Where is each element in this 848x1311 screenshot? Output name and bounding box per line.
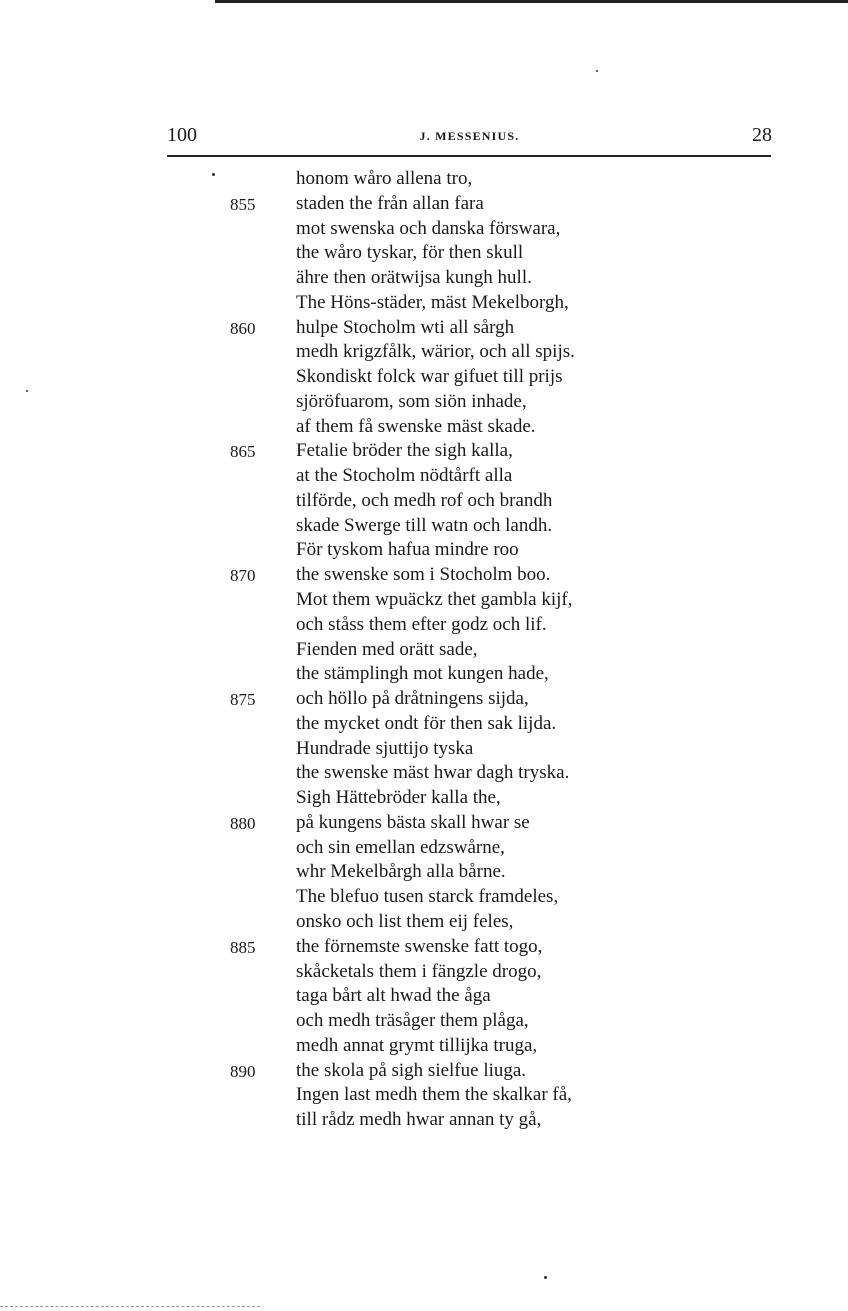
verse-line: [230, 192, 690, 217]
verse-line: [230, 613, 690, 638]
verse-text: medh annat grymt tillijka truga,: [296, 1034, 538, 1056]
line-number: 885: [230, 937, 256, 957]
verse-text: sjöröfuarom, som siön inhade,: [296, 390, 527, 412]
verse-text: whr Mekelbårgh alla bårne.: [296, 861, 506, 883]
verse-text: the swenske mäst hwar dagh tryska.: [296, 762, 570, 784]
verse-text: hulpe Stocholm wti all sårgh: [296, 316, 515, 338]
verse-line: [230, 761, 690, 786]
verse-line: [230, 514, 690, 539]
line-number: 870: [230, 566, 256, 586]
verse-text: staden the från allan fara: [296, 192, 484, 214]
verse-line: [230, 836, 690, 861]
verse-line: [230, 415, 690, 440]
verse-text: till rådz medh hwar annan ty gå,: [296, 1109, 542, 1131]
verse-line: [230, 340, 690, 365]
verse-line: [230, 167, 690, 192]
verse-text: och sin emellan edzswårne,: [296, 836, 505, 858]
verse-text: tilförde, och medh rof och brandh: [296, 489, 553, 511]
line-number: 855: [230, 194, 256, 214]
verse-text: onsko och list them eij feles,: [296, 910, 514, 932]
verse-text: the mycket ondt för then sak lijda.: [296, 712, 557, 734]
header-rule: [167, 155, 771, 157]
verse-line: [230, 935, 690, 960]
verse-text: mot swenska och danska förswara,: [296, 217, 561, 239]
verse-text: Ingen last medh them the skalkar få,: [296, 1084, 572, 1106]
verse-line: [230, 316, 690, 341]
verse-line: [230, 1108, 690, 1133]
bottom-edge-mark: [0, 1306, 260, 1308]
verse-text: af them få swenske mäst skade.: [296, 415, 536, 437]
verse-line: [230, 439, 690, 464]
verse-text: och höllo på dråtningens sijda,: [296, 688, 529, 710]
verse-line: [230, 638, 690, 663]
verse-line: [230, 241, 690, 266]
verse-text: För tyskom hafua mindre roo: [296, 539, 519, 561]
verse-text: Sigh Hättebröder kalla the,: [296, 787, 501, 809]
verse-line: [230, 464, 690, 489]
verse-text: the förnemste swenske fatt togo,: [296, 935, 543, 957]
verse-text: the swenske som i Stocholm boo.: [296, 564, 551, 586]
verse-line: [230, 860, 690, 885]
verse-line: [230, 885, 690, 910]
verse-text: The Höns-städer, mäst Mekelborgh,: [296, 291, 569, 313]
verse-line: [230, 291, 690, 316]
line-number: 890: [230, 1061, 256, 1081]
verse-text: och medh träsåger them plåga,: [296, 1010, 529, 1032]
verse-text: the stämplingh mot kungen hade,: [296, 663, 549, 685]
ink-speck: [26, 390, 28, 392]
verse-line: [230, 588, 690, 613]
verse-line: [230, 563, 690, 588]
verse-text: skåcketals them i fängzle drogo,: [296, 960, 542, 982]
running-head: J. MESSENIUS.: [419, 129, 520, 143]
verse-text: the skola på sigh sielfue liuga.: [296, 1059, 527, 1081]
verse-text: medh krigzfålk, wärior, och all spijs.: [296, 341, 575, 363]
verse-line: [230, 1009, 690, 1034]
verse-line: [230, 390, 690, 415]
verse-line: [230, 662, 690, 687]
ink-speck: [596, 70, 598, 72]
verse-line: [230, 811, 690, 836]
verse-text: Hundrade sjuttijo tyska: [296, 737, 474, 759]
verse-text: taga bårt alt hwad the åga: [296, 985, 491, 1007]
top-border-rule: [215, 0, 848, 3]
verse-line: [230, 687, 690, 712]
line-number: 875: [230, 690, 256, 710]
verse-line: [230, 910, 690, 935]
verse-text: Skondiskt folck war gifuet till prijs: [296, 366, 563, 388]
verse-text: the wåro tyskar, för then skull: [296, 242, 524, 264]
verse-line: [230, 984, 690, 1009]
verse-text: ähre then orätwijsa kungh hull.: [296, 267, 532, 289]
section-number: 28: [752, 124, 772, 146]
ink-speck: [212, 173, 215, 176]
verse-line: [230, 365, 690, 390]
verse-text: skade Swerge till watn och landh.: [296, 514, 553, 536]
verse-text: Fienden med orätt sade,: [296, 638, 478, 660]
verse-line: [230, 712, 690, 737]
verse-text: at the Stocholm nödtårft alla: [296, 465, 513, 487]
verse-line: [230, 1059, 690, 1084]
line-number: 880: [230, 813, 256, 833]
verse-text: The blefuo tusen starck framdeles,: [296, 886, 559, 908]
verse-line: [230, 538, 690, 563]
verse-line: [230, 217, 690, 242]
verse-line: [230, 737, 690, 762]
page-number: 100: [167, 124, 197, 146]
verse-line: [230, 1034, 690, 1059]
line-number: 860: [230, 318, 256, 338]
verse-text: honom wåro allena tro,: [296, 168, 473, 189]
verse-line: [230, 489, 690, 514]
verse-block: [230, 167, 690, 1133]
line-number: 865: [230, 442, 256, 462]
verse-text: på kungens bästa skall hwar se: [296, 811, 530, 833]
verse-text: Mot them wpuäckz thet gambla kijf,: [296, 589, 573, 611]
page-header: [167, 124, 772, 152]
verse-text: Fetalie bröder the sigh kalla,: [296, 440, 513, 462]
ink-speck: [544, 1276, 547, 1279]
verse-text: och ståss them efter godz och lif.: [296, 613, 547, 635]
verse-line: [230, 266, 690, 291]
verse-line: [230, 786, 690, 811]
verse-line: [230, 1083, 690, 1108]
verse-line: [230, 960, 690, 985]
